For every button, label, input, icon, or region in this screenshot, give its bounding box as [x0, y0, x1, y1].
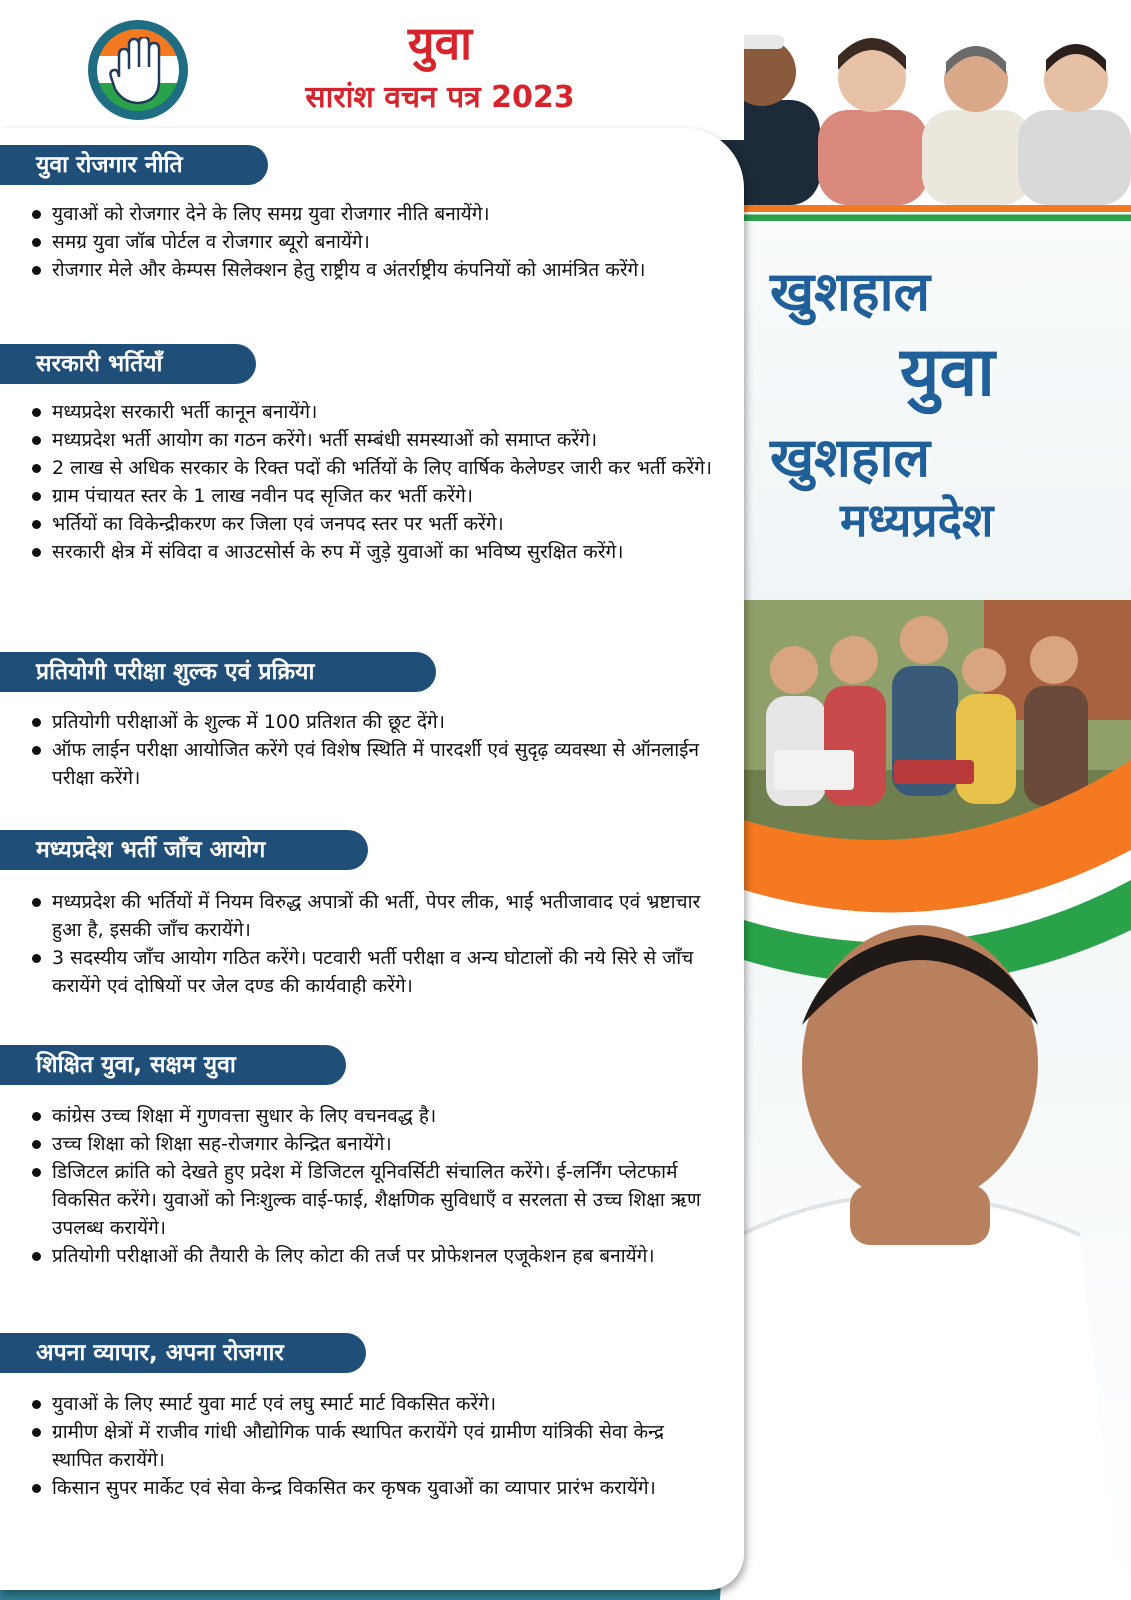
list-item: 2 लाख से अधिक सरकार के रिक्त पदों की भर्तियों के लिए वार्षिक केलेण्डर जारी कर भर्ती करेंगे। — [30, 454, 742, 482]
section-list-govt-recruitment — [30, 398, 742, 566]
list-item: प्रतियोगी परीक्षाओं की तैयारी के लिए कोटा की तर्ज पर प्रोफेशनल एजूकेशन हब बनायेंगे। — [30, 1242, 735, 1270]
section-heading-own-business: अपना व्यापार, अपना रोजगार — [0, 1333, 366, 1373]
list-item: प्रतियोगी परीक्षाओं के शुल्क में 100 प्रतिशत की छूट देंगे। — [30, 708, 720, 736]
section-heading-exam-fees: प्रतियोगी परीक्षा शुल्क एवं प्रक्रिया — [0, 652, 436, 692]
section-heading-inquiry-commission: मध्यप्रदेश भर्ती जाँच आयोग — [0, 830, 368, 870]
list-item: युवाओं को रोजगार देने के लिए समग्र युवा रोजगार नीति बनायेंगे। — [30, 200, 720, 228]
tricolor-stripe — [730, 205, 1131, 221]
list-item: डिजिटल क्रांति को देखते हुए प्रदेश में डिजिटल यूनिवर्सिटी संचालित करेंगे। ई-लर्निंग प्लेटफार्म विकसित करेंगे। युवाओं को निःशुल्क वाई-फाई, शैक्षणिक सुविधाएँ व सरलता से उच्च शिक्षा ऋण उपलब्ध करायेंगे। — [30, 1158, 735, 1242]
section-list-educated-youth — [30, 1102, 735, 1270]
list-item: मध्यप्रदेश की भर्तियों में नियम विरुद्ध अपात्रों की भर्ती, पेपर लीक, भाई भतीजावाद एवं भ्रष्टाचार हुआ है, इसकी जाँच करायेंगे। — [30, 888, 730, 944]
list-item: ग्रामीण क्षेत्रों में राजीव गांधी औद्योगिक पार्क स्थापित करायेंगे एवं ग्रामीण यांत्रिकी सेवा केन्द्र स्थापित करायेंगे। — [30, 1418, 670, 1474]
list-item: उच्च शिक्षा को शिक्षा सह-रोजगार केन्द्रित बनायेंगे। — [30, 1130, 735, 1158]
list-item: मध्यप्रदेश भर्ती आयोग का गठन करेंगे। भर्ती सम्बंधी समस्याओं को समाप्त करेंगे। — [30, 426, 742, 454]
leader-portrait — [680, 905, 1131, 1600]
list-item: किसान सुपर मार्केट एवं सेवा केन्द्र विकसित कर कृषक युवाओं का व्यापार प्रारंभ करायेंगे। — [30, 1474, 670, 1502]
page-title: युवा — [407, 16, 473, 70]
slogan-line-3: खुशहाल — [770, 426, 931, 489]
list-item: सरकारी क्षेत्र में संविदा व आउटसोर्स के रुप में जुड़े युवाओं का भविष्य सुरक्षित करेंगे। — [30, 538, 742, 566]
section-list-exam-fees — [30, 708, 720, 792]
section-heading-employment-policy: युवा रोजगार नीति — [0, 145, 268, 185]
header — [0, 0, 744, 140]
slogan-line-1: खुशहाल — [770, 260, 931, 323]
section-heading-govt-recruitment: सरकारी भर्तियाँ — [0, 344, 256, 384]
congress-hand-logo-icon — [88, 20, 188, 120]
page-number: (1) — [124, 1569, 156, 1591]
section-list-inquiry-commission — [30, 888, 730, 1000]
page-subtitle: सारांश वचन पत्र 2023 — [305, 80, 575, 115]
section-list-own-business — [30, 1390, 670, 1502]
list-item: ग्राम पंचायत स्तर के 1 लाख नवीन पद सृजित कर भर्ती करेंगे। — [30, 482, 742, 510]
list-item: रोजगार मेले और केम्पस सिलेक्शन हेतु राष्ट्रीय व अंतर्राष्ट्रीय कंपनियों को आमंत्रित करेंगे। — [30, 256, 720, 284]
leaders-photo — [700, 10, 1131, 205]
section-list-employment-policy — [30, 200, 720, 284]
list-item: भर्तियों का विकेन्द्रीकरण कर जिला एवं जनपद स्तर पर भर्ती करेंगे। — [30, 510, 742, 538]
list-item: मध्यप्रदेश सरकारी भर्ती कानून बनायेंगे। — [30, 398, 742, 426]
slogan-line-4: मध्यप्रदेश — [840, 493, 994, 547]
list-item: कांग्रेस उच्च शिक्षा में गुणवत्ता सुधार के लिए वचनवद्ध है। — [30, 1102, 735, 1130]
section-heading-educated-youth: शिक्षित युवा, सक्षम युवा — [0, 1045, 346, 1085]
list-item: समग्र युवा जॉब पोर्टल व रोजगार ब्यूरो बनायेंगे। — [30, 228, 720, 256]
list-item: युवाओं के लिए स्मार्ट युवा मार्ट एवं लघु स्मार्ट मार्ट विकसित करेंगे। — [30, 1390, 670, 1418]
slogan-line-2: युवा — [900, 333, 995, 412]
list-item: ऑफ लाईन परीक्षा आयोजित करेंगे एवं विशेष स्थिति में पारदर्शी एवं सुदृढ़ व्यवस्था से ऑनलाईन परीक्षा करेंगे। — [30, 736, 720, 792]
list-item: 3 सदस्यीय जाँच आयोग गठित करेंगे। पटवारी भर्ती परीक्षा व अन्य घोटालों की नये सिरे से जाँच करायेंगे एवं दोषियों पर जेल दण्ड की कार्यवाही करेंगे। — [30, 944, 730, 1000]
